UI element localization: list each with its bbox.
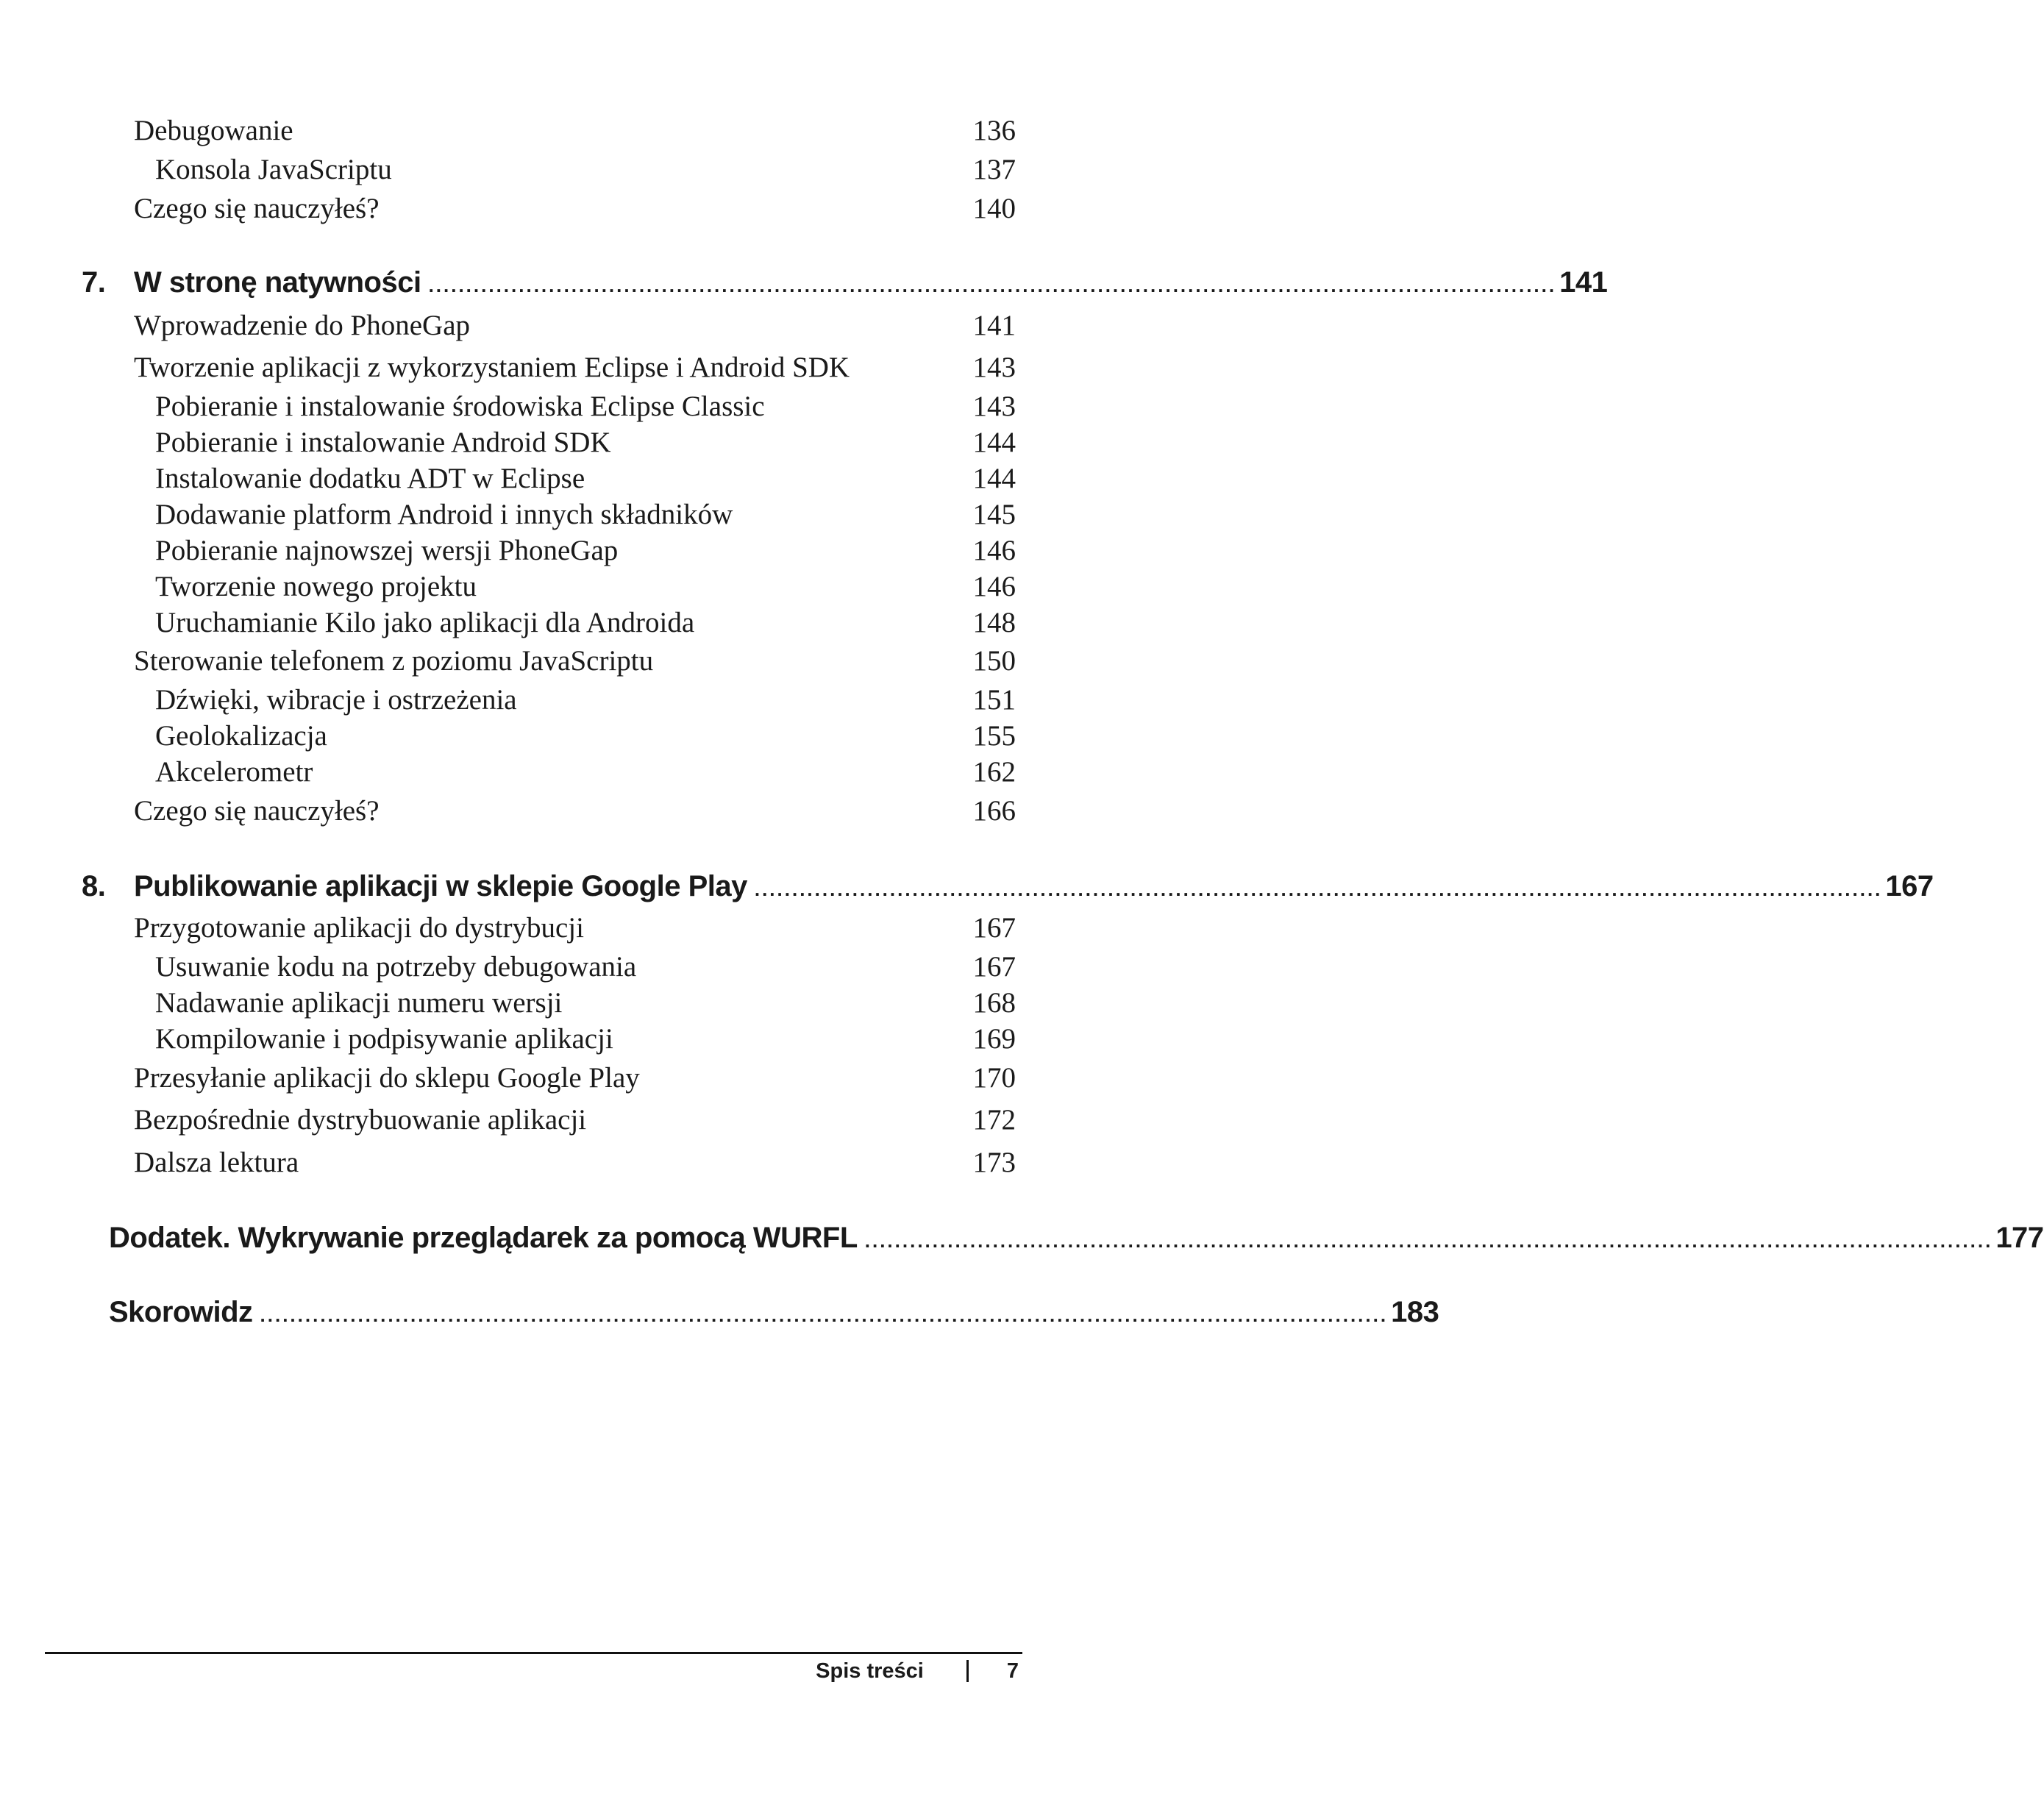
dot-leader: ...................................................................................................................................................... bbox=[754, 878, 1883, 900]
toc-entry-page: 144 bbox=[972, 463, 1016, 494]
toc-entry-title: Czego się nauczyłeś? bbox=[134, 795, 380, 827]
toc-entry-title: Konsola JavaScriptu bbox=[155, 154, 392, 185]
toc-entry-page: 155 bbox=[972, 720, 1016, 752]
toc-entry[interactable] bbox=[0, 908, 1125, 949]
toc-entry-page: 148 bbox=[972, 607, 1016, 638]
toc-entry-title: Kompilowanie i podpisywanie aplikacji bbox=[155, 1023, 613, 1055]
chapter-title: W stronę natywności bbox=[134, 266, 421, 299]
toc-entry-title: Uruchamianie Kilo jako aplikacji dla Androida bbox=[155, 607, 695, 638]
toc-entry-page: 173 bbox=[972, 1147, 1016, 1178]
toc-entry-page: 172 bbox=[972, 1104, 1016, 1136]
toc-subentry[interactable] bbox=[0, 680, 1125, 721]
index-heading[interactable] bbox=[0, 1289, 1439, 1336]
toc-entry-title: Usuwanie kodu na potrzeby debugowania bbox=[155, 951, 637, 983]
toc-entry-page: 143 bbox=[972, 352, 1016, 383]
toc-entry[interactable] bbox=[0, 347, 1125, 388]
chapter-number: 7. bbox=[82, 266, 106, 299]
toc-entry-title: Dalsza lektura bbox=[134, 1147, 299, 1178]
toc-entry-title: Tworzenie aplikacji z wykorzystaniem Eclipse i Android SDK bbox=[134, 352, 850, 383]
toc-entry-title: Nadawanie aplikacji numeru wersji bbox=[155, 987, 563, 1019]
toc-subentry[interactable] bbox=[0, 149, 1125, 190]
dot-leader: ...................................................................................................................................................... bbox=[260, 1304, 1389, 1326]
toc-entry-page: 166 bbox=[972, 795, 1016, 827]
toc-entry[interactable] bbox=[0, 791, 1125, 832]
toc-entry-title: Wprowadzenie do PhoneGap bbox=[134, 310, 471, 341]
toc-subentry[interactable] bbox=[0, 1019, 1125, 1060]
chapter-number: 8. bbox=[82, 870, 106, 902]
toc-entry-page: 167 bbox=[972, 951, 1016, 983]
toc-entry-title: Pobieranie i instalowanie Android SDK bbox=[155, 427, 611, 458]
toc-entry-page: 143 bbox=[972, 391, 1016, 422]
toc-entry-page: 168 bbox=[972, 987, 1016, 1019]
toc-entry-page: 151 bbox=[972, 684, 1016, 716]
footer-rule bbox=[45, 1652, 1022, 1654]
toc-entry-page: 150 bbox=[972, 645, 1016, 677]
toc-subentry[interactable] bbox=[0, 752, 1125, 793]
page-footer bbox=[816, 1655, 1019, 1687]
toc-subentry[interactable] bbox=[0, 458, 1125, 499]
toc-entry[interactable] bbox=[0, 641, 1125, 682]
toc-entry-page: 145 bbox=[972, 499, 1016, 530]
appendix-heading[interactable] bbox=[0, 1214, 2044, 1261]
toc-subentry[interactable] bbox=[0, 716, 1125, 757]
toc-entry-title: Bezpośrednie dystrybuowanie aplikacji bbox=[134, 1104, 587, 1136]
toc-entry-page: 167 bbox=[972, 912, 1016, 944]
toc-entry-title: Pobieranie i instalowanie środowiska Eclipse Classic bbox=[155, 391, 765, 422]
toc-entry[interactable] bbox=[0, 110, 1125, 152]
toc-entry-page: 162 bbox=[972, 756, 1016, 788]
toc-subentry[interactable] bbox=[0, 566, 1125, 608]
toc-entry[interactable] bbox=[0, 1142, 1125, 1183]
toc-entry-title: Przygotowanie aplikacji do dystrybucji bbox=[134, 912, 584, 944]
index-title: Skorowidz bbox=[109, 1296, 253, 1328]
toc-entry[interactable] bbox=[0, 188, 1125, 229]
toc-subentry[interactable] bbox=[0, 983, 1125, 1024]
toc-entry-page: 137 bbox=[972, 154, 1016, 185]
dot-leader: ...................................................................................................................................................... bbox=[428, 274, 1557, 296]
toc-entry-title: Pobieranie najnowszej wersji PhoneGap bbox=[155, 535, 619, 566]
toc-entry-page: 146 bbox=[972, 535, 1016, 566]
footer-section-title: Spis treści bbox=[816, 1659, 924, 1683]
appendix-page: 177 bbox=[1995, 1222, 2044, 1254]
chapter-heading-8[interactable] bbox=[0, 863, 1934, 910]
toc-entry-page: 141 bbox=[972, 310, 1016, 341]
toc-entry-title: Geolokalizacja bbox=[155, 720, 327, 752]
toc-entry-title: Instalowanie dodatku ADT w Eclipse bbox=[155, 463, 585, 494]
toc-entry[interactable] bbox=[0, 1100, 1125, 1141]
toc-entry-title: Dźwięki, wibracje i ostrzeżenia bbox=[155, 684, 517, 716]
toc-entry-title: Debugowanie bbox=[134, 115, 293, 146]
chapter-heading-7[interactable] bbox=[0, 259, 1608, 306]
toc-entry-title: Czego się nauczyłeś? bbox=[134, 193, 380, 224]
toc-entry-title: Sterowanie telefonem z poziomu JavaScriptu bbox=[134, 645, 654, 677]
toc-subentry[interactable] bbox=[0, 602, 1125, 644]
toc-entry-title: Tworzenie nowego projektu bbox=[155, 571, 477, 602]
toc-entry-page: 169 bbox=[972, 1023, 1016, 1055]
toc-entry-page: 144 bbox=[972, 427, 1016, 458]
toc-entry[interactable] bbox=[0, 1058, 1125, 1099]
footer-separator bbox=[966, 1660, 969, 1682]
toc-subentry[interactable] bbox=[0, 530, 1125, 571]
chapter-page: 167 bbox=[1885, 870, 1934, 902]
toc-entry-title: Akcelerometr bbox=[155, 756, 313, 788]
toc-entry-page: 170 bbox=[972, 1062, 1016, 1094]
dot-leader: ...................................................................................................................................................... bbox=[864, 1230, 1993, 1252]
toc-entry-page: 146 bbox=[972, 571, 1016, 602]
toc-entry-page: 140 bbox=[972, 193, 1016, 224]
chapter-title: Publikowanie aplikacji w sklepie Google Play bbox=[134, 870, 747, 902]
toc-subentry[interactable] bbox=[0, 386, 1125, 427]
chapter-page: 141 bbox=[1559, 266, 1608, 299]
toc-subentry[interactable] bbox=[0, 947, 1125, 988]
toc-subentry[interactable] bbox=[0, 422, 1125, 463]
toc-entry-page: 136 bbox=[972, 115, 1016, 146]
toc-entry[interactable] bbox=[0, 305, 1125, 346]
toc-subentry[interactable] bbox=[0, 494, 1125, 535]
toc-entry-title: Przesyłanie aplikacji do sklepu Google Play bbox=[134, 1062, 640, 1094]
appendix-title: Dodatek. Wykrywanie przeglądarek za pomocą WURFL bbox=[109, 1222, 858, 1254]
toc-entry-title: Dodawanie platform Android i innych składników bbox=[155, 499, 733, 530]
index-page: 183 bbox=[1391, 1296, 1439, 1328]
footer-page-number: 7 bbox=[1006, 1659, 1019, 1683]
